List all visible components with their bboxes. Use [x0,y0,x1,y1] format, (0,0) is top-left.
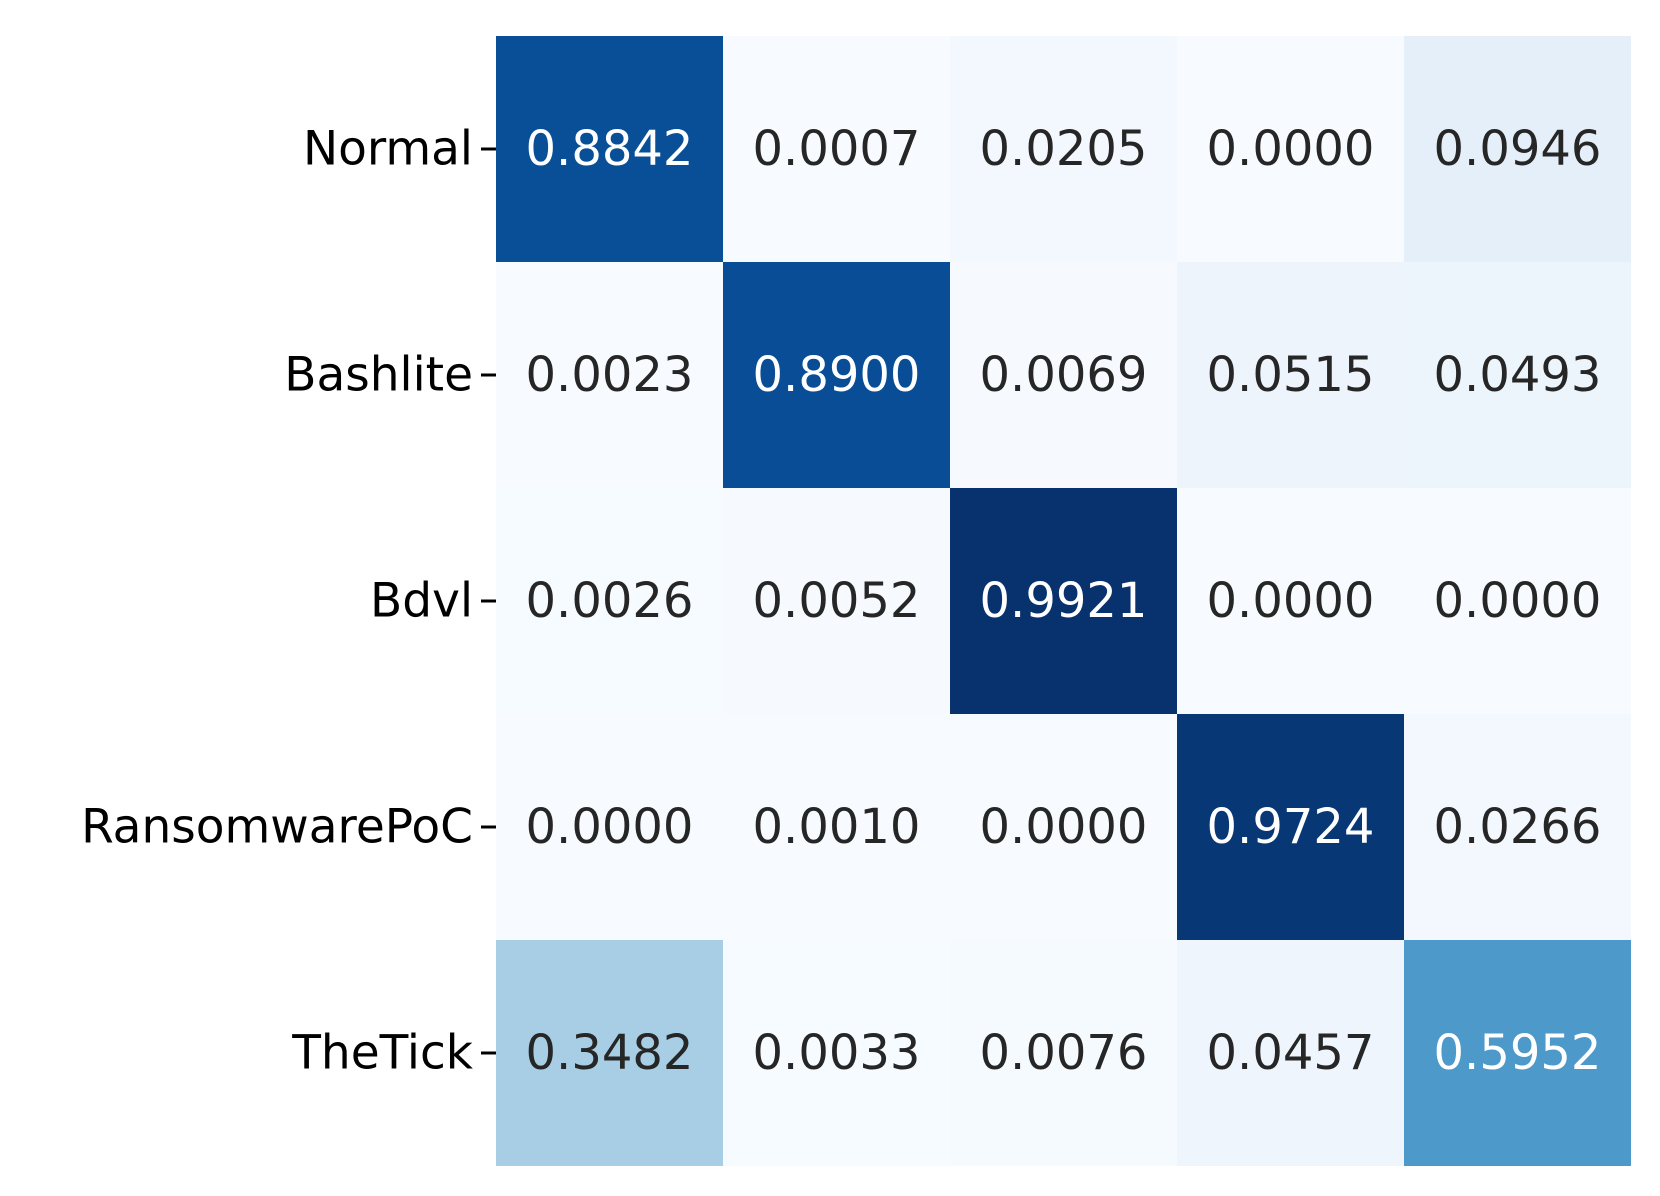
y-tick-label-1: Bashlite [284,347,473,403]
cell-value-label-r2-c0: 0.0026 [525,573,694,629]
cell-value-label-r1-c1: 0.8900 [752,347,921,403]
cell-value-label-r0-c0: 0.8842 [525,121,694,177]
cell-value-label-r1-c2: 0.0069 [979,347,1148,403]
cell-value-label-r2-c3: 0.0000 [1206,573,1375,629]
cell-value-label-r3-c0: 0.0000 [525,799,694,855]
y-tick-label-4: TheTick [292,1025,473,1081]
cell-value-label-r2-c2: 0.9921 [979,573,1148,629]
cell-value-label-r4-c1: 0.0033 [752,1025,921,1081]
cell-value-label-r4-c3: 0.0457 [1206,1025,1375,1081]
y-tick-label-0: Normal [302,121,473,177]
cell-value-label-r3-c2: 0.0000 [979,799,1148,855]
cell-value-label-r0-c1: 0.0007 [752,121,921,177]
cell-value-label-r3-c4: 0.0266 [1433,799,1602,855]
cell-value-label-r4-c2: 0.0076 [979,1025,1148,1081]
cell-value-label-r1-c3: 0.0515 [1206,347,1375,403]
y-tick-label-3: RansomwarePoC [81,799,473,855]
y-axis [81,122,496,1081]
cell-value-label-r1-c0: 0.0023 [525,347,694,403]
cell-value-label-r3-c3: 0.9724 [1206,799,1375,855]
cell-value-label-r3-c1: 0.0010 [752,799,921,855]
cell-value-label-r2-c1: 0.0052 [752,573,921,629]
cell-value-label-r4-c0: 0.3482 [525,1025,694,1081]
cell-value-label-r2-c4: 0.0000 [1433,573,1602,629]
cell-value-label-r0-c4: 0.0946 [1433,121,1602,177]
cell-value-label-r0-c3: 0.0000 [1206,121,1375,177]
cell-value-label-r0-c2: 0.0205 [979,121,1148,177]
y-tick-label-2: Bdvl [370,573,473,629]
cell-value-label-r4-c4: 0.5952 [1433,1025,1602,1081]
cell-value-label-r1-c4: 0.0493 [1433,347,1602,403]
